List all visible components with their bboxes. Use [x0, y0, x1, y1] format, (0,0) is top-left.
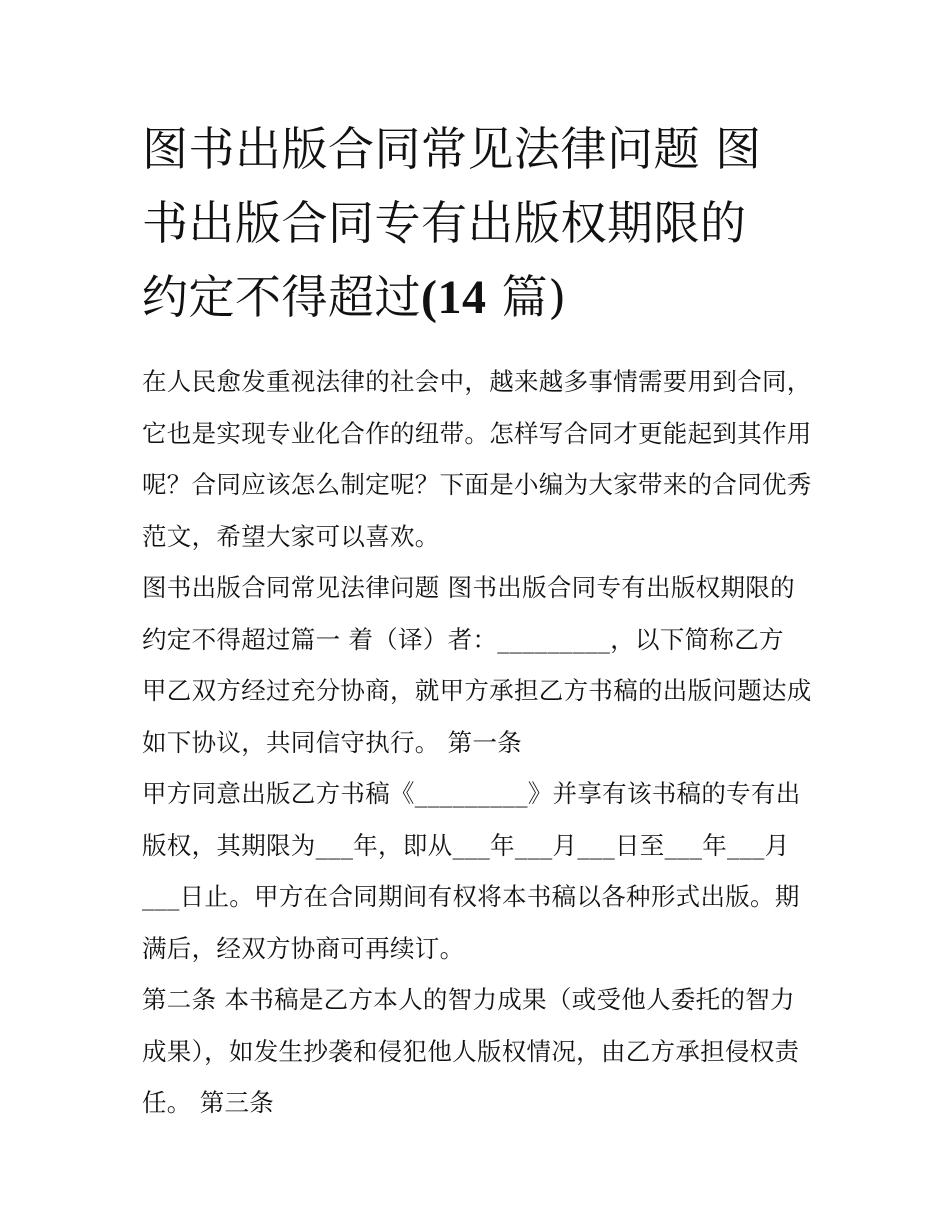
paragraph-line: 甲方同意出版乙方书稿《_________》并享有该书稿的专有出 [142, 779, 801, 808]
document-body [142, 356, 814, 1129]
paragraph-line: 范文，希望大家可以喜欢。 [142, 521, 440, 551]
paragraph-line: 满后，经双方协商可再续订。 [142, 933, 465, 963]
paragraph-line: 版权，其期限为___年，即从___年___月___日至___年___月 [142, 830, 790, 860]
paragraph-article-2 [142, 974, 814, 1129]
paragraph-line: 约定不得超过篇一 着（译）者：_________，以下简称乙方 [142, 624, 784, 654]
paragraph-line: ___日止。甲方在合同期间有权将本书稿以各种形式出版。期 [142, 882, 800, 911]
paragraph-line: 呢？合同应该怎么制定呢？下面是小编为大家带来的合同优秀 [142, 470, 812, 499]
title-line-2: 书出版合同专有出版权期限的 [142, 196, 747, 250]
title-line-3-prefix: 约定不得超过 [142, 270, 421, 324]
document-title [142, 112, 812, 335]
paragraph-line: 任。 第三条 [142, 1088, 275, 1117]
paragraph-line: 在人民愈发重视法律的社会中，越来越多事情需要用到合同， [142, 367, 812, 396]
title-line-3-count: (14 [421, 271, 487, 324]
title-line-3-suffix: 篇) [501, 270, 567, 324]
paragraph-line: 成果），如发生抄袭和侵犯他人版权情况，由乙方承担侵权责 [142, 1036, 800, 1066]
title-line-1: 图书出版合同常见法律问题 图 [142, 122, 762, 176]
paragraph-contract-header [142, 562, 814, 768]
paragraph-intro [142, 356, 814, 562]
paragraph-article-1 [142, 768, 814, 974]
paragraph-line: 它也是实现专业化合作的纽带。怎样写合同才更能起到其作用 [142, 418, 812, 448]
paragraph-line: 第二条 本书稿是乙方本人的智力成果（或受他人委托的智力 [142, 985, 795, 1014]
paragraph-line: 甲乙双方经过充分协商，就甲方承担乙方书稿的出版问题达成 [142, 676, 812, 705]
paragraph-line: 图书出版合同常见法律问题 图书出版合同专有出版权期限的 [142, 573, 795, 602]
paragraph-line: 如下协议，共同信守执行。 第一条 [142, 727, 523, 757]
